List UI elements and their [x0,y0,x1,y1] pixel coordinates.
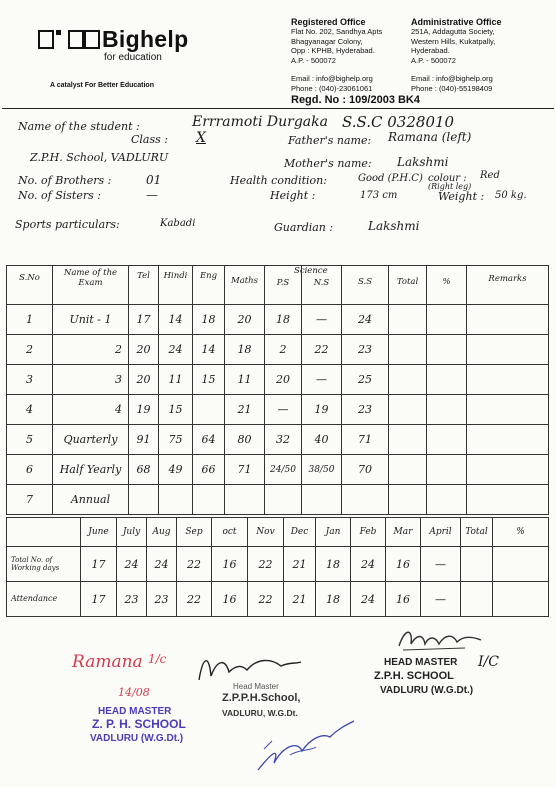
header-eng: Eng [193,266,225,305]
cell [265,485,302,515]
brothers-label: No. of Brothers : [18,174,112,187]
cell: 1 [7,305,53,335]
month-header: Nov [248,518,284,547]
cell: 20 [129,335,159,365]
registered-line: Opp : KPHB, Hyderabad. [291,46,375,56]
cell [302,485,342,515]
month-header: Sep [177,518,212,547]
logo-square-icon [68,30,84,49]
headmaster-signature [395,624,485,654]
cell [467,365,549,395]
tagline: A catalyst For Better Education [50,82,154,89]
cell [467,335,549,365]
cell [427,485,467,515]
cell: 24 [351,547,386,582]
marks-row [7,335,549,365]
month-header: Aug [147,518,177,547]
cell [461,547,493,582]
registration-number: Regd. No : 109/2003 BK4 [291,94,420,106]
cell: 22 [177,582,212,617]
colour-note: (Right leg) [428,182,472,191]
cell: 16 [212,582,248,617]
cell: 24 [117,547,147,582]
cell [7,518,81,547]
health-value: Good (P.H.C) [358,173,423,184]
cell: 2 [265,335,302,365]
center-stamp-school: Z.P.P.H.School, [222,692,301,704]
cell: 15 [159,395,193,425]
blue-signature [250,715,360,777]
month-header: Feb [351,518,386,547]
cell: 80 [225,425,265,455]
cell: 2 [7,335,53,365]
cell: 24/50 [265,455,302,485]
cell: 18 [193,305,225,335]
cell [493,547,549,582]
cell: 49 [159,455,193,485]
row-label: Total No. of Working days [7,547,81,582]
marks-row [7,395,549,425]
cell [427,425,467,455]
cell: 24 [342,305,389,335]
registered-phone: Phone : (040)-23061061 [291,84,373,94]
cell: 15 [193,365,225,395]
working-days-row [7,547,549,582]
cell: Half Yearly [53,455,129,485]
bighelp-logo [38,24,108,50]
cell: — [265,395,302,425]
weight-value: 50 kg. [495,190,527,201]
cell [467,485,549,515]
cell [493,582,549,617]
father-label: Father's name: [288,134,372,147]
health-label: Health condition: [230,174,327,187]
cell: 66 [193,455,225,485]
cell [427,305,467,335]
cell [467,305,549,335]
cell [467,425,549,455]
registered-line: Flat No. 202, Sandhya Apts [291,27,383,36]
cell: 17 [129,305,159,335]
cell: 91 [129,425,159,455]
header-tel: Tel [129,266,159,305]
header-ss: S.S [342,266,389,305]
header-exam: Name of the Exam [53,266,129,305]
marks-header-row [7,266,549,305]
height-label: Height : [270,189,316,202]
cell [342,485,389,515]
brand-name: Bighelp [102,26,189,52]
cell: 16 [386,582,421,617]
registered-office-title: Registered Office [291,17,366,27]
cell [193,485,225,515]
header-sno: S.No [7,266,53,305]
cell: 16 [386,547,421,582]
cell [225,485,265,515]
blue-stamp-title: HEAD MASTER [98,706,172,717]
marks-table [6,265,549,515]
red-signature-mark: 1/c [148,652,167,666]
cell: 23 [117,582,147,617]
month-header: Jan [316,518,351,547]
cell: 4 [7,395,53,425]
admin-line: Western Hills, Kukatpally, [411,36,496,46]
month-header: Mar [386,518,421,547]
signature-ic: I/C [478,654,499,670]
student-name: Errramoti Durgaka [192,114,328,130]
cell: 18 [265,305,302,335]
sisters-label: No. of Sisters : [18,189,101,202]
cell: 71 [225,455,265,485]
cell: 19 [302,395,342,425]
cell: 71 [342,425,389,455]
admin-phone: Phone : (040)-55198409 [411,84,493,94]
colour-value: Red [480,170,500,181]
sports-value: Kabadi [160,218,196,229]
cell: 14 [193,335,225,365]
cell: 18 [316,582,351,617]
cell: 24 [351,582,386,617]
cell: 22 [177,547,212,582]
cell [389,395,427,425]
class-label: Class : [131,133,168,146]
marks-row [7,485,549,515]
cell: 20 [265,365,302,395]
admin-line: Hyderabad. [411,46,450,56]
cell [129,485,159,515]
school-name: Z.P.H. School, VADLURU [30,151,169,164]
cell: 21 [284,582,316,617]
month-header: April [421,518,461,547]
cell: 22 [302,335,342,365]
cell: 17 [81,547,117,582]
ssc-number: S.S.C 0328010 [342,113,455,131]
cell: 23 [342,335,389,365]
cell: 20 [129,365,159,395]
cell [389,425,427,455]
center-stamp-title: Head Master [233,682,279,691]
guardian-name: Lakshmi [368,219,420,233]
science-group-label: Science [294,266,328,276]
cell: 3 [7,365,53,395]
registered-line: A.P. - 500072 [291,55,336,65]
cell [427,455,467,485]
cell: 6 [7,455,53,485]
cell [159,485,193,515]
cell: 18 [225,335,265,365]
cell: 2 [53,335,129,365]
attendance-table [6,517,549,617]
hm-stamp-right-title: HEAD MASTER [384,657,458,668]
sports-label: Sports particulars: [15,218,120,231]
cell [427,335,467,365]
cell: 17 [81,582,117,617]
cell [389,455,427,485]
mother-name: Lakshmi [397,155,449,169]
month-header: June [81,518,117,547]
cell: 4 [53,395,129,425]
cell: 19 [129,395,159,425]
cell: 14 [159,305,193,335]
cell: 11 [159,365,193,395]
marks-row [7,455,549,485]
cell: 20 [225,305,265,335]
header-remarks: Remarks [467,266,549,305]
hm-stamp-right-place: VADLURU (W.G.Dt.) [380,685,474,696]
logo-square-icon [38,30,54,49]
admin-office-title: Administrative Office [411,17,502,27]
administrative-office [411,17,551,94]
cell: 21 [225,395,265,425]
month-header: July [117,518,147,547]
row-label: Attendance [7,582,81,617]
mother-label: Mother's name: [284,157,372,170]
weight-label: Weight : [438,190,485,203]
cell: 40 [302,425,342,455]
cell: 38/50 [302,455,342,485]
header-ns: N.S [302,266,342,305]
cell: Quarterly [53,425,129,455]
attendance-header-row [7,518,549,547]
admin-line: 251A, Addagutta Society, [411,27,495,36]
cell [389,305,427,335]
cell [467,395,549,425]
brothers-value: 01 [146,173,162,187]
cell: 70 [342,455,389,485]
cell [467,455,549,485]
registered-office [291,17,409,94]
red-signature: Ramana [72,652,143,672]
header-divider [2,108,554,109]
cell: 32 [265,425,302,455]
registered-line: Bhagyanagar Colony, [291,36,363,46]
cell: 11 [225,365,265,395]
cell: 7 [7,485,53,515]
header-total: Total [389,266,427,305]
header-ps: P.S [265,266,302,305]
cell: 3 [53,365,129,395]
attendance-row [7,582,549,617]
header-percent: % [427,266,467,305]
cell: 64 [193,425,225,455]
cell [389,335,427,365]
cell: 75 [159,425,193,455]
cell [193,395,225,425]
cell: — [421,547,461,582]
month-header: oct [212,518,248,547]
header-hindi: Hindi [159,266,193,305]
cell: 23 [342,395,389,425]
cell: 22 [248,582,284,617]
cell: 24 [159,335,193,365]
blue-stamp-school: Z. P. H. SCHOOL [92,717,186,731]
cell: 23 [147,582,177,617]
month-header: Total [461,518,493,547]
header-maths: Maths [225,266,265,305]
marks-row [7,365,549,395]
marks-row [7,305,549,335]
sisters-value: — [146,188,158,202]
class-value: X [196,130,206,146]
cell: 22 [248,547,284,582]
cell: 25 [342,365,389,395]
center-stamp-place: VADLURU, W.G.Dt. [222,708,298,718]
cell: 24 [147,547,177,582]
cell: 5 [7,425,53,455]
logo-dot-icon [56,30,61,35]
cell: 68 [129,455,159,485]
red-date: 14/08 [118,686,150,699]
registered-email: Email : info@bighelp.org [291,74,373,84]
brand-subtitle: for education [104,52,162,63]
cell: — [302,305,342,335]
cell [427,395,467,425]
marks-row [7,425,549,455]
hm-stamp-right-school: Z.P.H. SCHOOL [374,670,454,682]
month-header: Dec [284,518,316,547]
cell: — [421,582,461,617]
colour-label: colour : [428,173,467,184]
cell: — [302,365,342,395]
name-label: Name of the student : [18,120,140,133]
admin-email: Email : info@bighelp.org [411,74,493,84]
father-name: Ramana (left) [388,130,472,144]
height-value: 173 cm [360,190,398,201]
cell: Unit - 1 [53,305,129,335]
blue-stamp-place: VADLURU (W.G.Dt.) [90,733,184,744]
cell [389,365,427,395]
cell: 16 [212,547,248,582]
cell [461,582,493,617]
month-header: % [493,518,549,547]
logo-square-icon [84,30,100,49]
cell [427,365,467,395]
guardian-label: Guardian : [274,221,334,234]
cell: 18 [316,547,351,582]
admin-line: A.P. - 500072 [411,55,456,65]
cell: 21 [284,547,316,582]
cell: Annual [53,485,129,515]
cell [389,485,427,515]
